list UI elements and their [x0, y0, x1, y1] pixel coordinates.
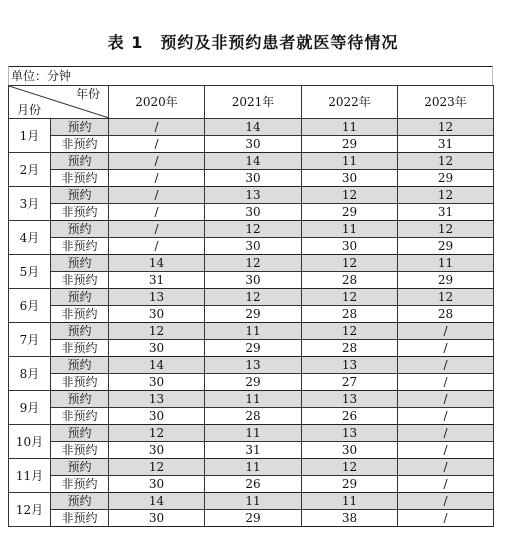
- value-cell: /: [109, 153, 205, 170]
- value-cell: /: [398, 425, 494, 442]
- value-cell: 30: [109, 306, 205, 323]
- value-cell: 12: [109, 323, 205, 340]
- table-row-appointment: [9, 289, 494, 306]
- value-cell: 30: [205, 238, 302, 255]
- type-appointment-cell: 预约: [51, 255, 109, 272]
- corner-year-label: 年份: [75, 87, 100, 101]
- month-cell: 7月: [9, 323, 51, 357]
- value-cell: 12: [205, 289, 302, 306]
- value-cell: 29: [302, 136, 398, 153]
- value-cell: 29: [398, 170, 494, 187]
- value-cell: 13: [205, 187, 302, 204]
- table-row-non-appointment: [9, 476, 494, 493]
- type-non-appointment-cell: 非预约: [51, 204, 109, 221]
- value-cell: 30: [205, 204, 302, 221]
- table-row-non-appointment: [9, 272, 494, 289]
- value-cell: 30: [109, 510, 205, 527]
- value-cell: 11: [302, 493, 398, 510]
- table-row-non-appointment: [9, 170, 494, 187]
- table-body: [9, 119, 494, 527]
- table-row-appointment: [9, 187, 494, 204]
- table-row-non-appointment: [9, 510, 494, 527]
- value-cell: 12: [302, 255, 398, 272]
- value-cell: 30: [109, 442, 205, 459]
- month-cell: 6月: [9, 289, 51, 323]
- table-row-appointment: [9, 459, 494, 476]
- value-cell: 11: [302, 153, 398, 170]
- value-cell: 11: [302, 221, 398, 238]
- value-cell: /: [398, 323, 494, 340]
- value-cell: 29: [398, 272, 494, 289]
- value-cell: 13: [302, 391, 398, 408]
- value-cell: 13: [109, 391, 205, 408]
- value-cell: 12: [302, 289, 398, 306]
- type-non-appointment-cell: 非预约: [51, 408, 109, 425]
- value-cell: 13: [302, 357, 398, 374]
- value-cell: 26: [302, 408, 398, 425]
- value-cell: 28: [205, 408, 302, 425]
- type-non-appointment-cell: 非预约: [51, 306, 109, 323]
- type-appointment-cell: 预约: [51, 357, 109, 374]
- table-row-non-appointment: [9, 204, 494, 221]
- unit-label: 单位：分钟: [8, 66, 493, 85]
- value-cell: 26: [205, 476, 302, 493]
- corner-cell: [9, 86, 109, 119]
- type-appointment-cell: 预约: [51, 187, 109, 204]
- type-non-appointment-cell: 非预约: [51, 340, 109, 357]
- table-row-appointment: [9, 255, 494, 272]
- value-cell: 11: [205, 323, 302, 340]
- header-row: [9, 86, 494, 119]
- month-cell: 11月: [9, 459, 51, 493]
- type-non-appointment-cell: 非预约: [51, 272, 109, 289]
- value-cell: /: [398, 391, 494, 408]
- value-cell: 12: [205, 255, 302, 272]
- value-cell: 28: [302, 272, 398, 289]
- value-cell: 30: [205, 272, 302, 289]
- value-cell: /: [398, 442, 494, 459]
- value-cell: 11: [398, 255, 494, 272]
- table-row-appointment: [9, 357, 494, 374]
- value-cell: 12: [398, 221, 494, 238]
- value-cell: 30: [109, 374, 205, 391]
- value-cell: 28: [398, 306, 494, 323]
- value-cell: /: [109, 119, 205, 136]
- month-cell: 2月: [9, 153, 51, 187]
- value-cell: /: [398, 459, 494, 476]
- value-cell: 14: [109, 255, 205, 272]
- value-cell: /: [398, 510, 494, 527]
- wait-time-table: [8, 85, 494, 527]
- month-cell: 12月: [9, 493, 51, 527]
- month-cell: 10月: [9, 425, 51, 459]
- table-row-appointment: [9, 221, 494, 238]
- type-non-appointment-cell: 非预约: [51, 238, 109, 255]
- type-appointment-cell: 预约: [51, 289, 109, 306]
- table-row-non-appointment: [9, 238, 494, 255]
- value-cell: 31: [398, 136, 494, 153]
- month-cell: 1月: [9, 119, 51, 153]
- value-cell: 29: [398, 238, 494, 255]
- value-cell: 12: [109, 459, 205, 476]
- value-cell: 29: [302, 204, 398, 221]
- value-cell: /: [109, 187, 205, 204]
- value-cell: 31: [205, 442, 302, 459]
- type-non-appointment-cell: 非预约: [51, 136, 109, 153]
- value-cell: 30: [302, 442, 398, 459]
- value-cell: 31: [109, 272, 205, 289]
- table-title: 表 1 预约及非预约患者就医等待情况: [107, 33, 399, 52]
- table-row-appointment: [9, 391, 494, 408]
- table-row-appointment: [9, 153, 494, 170]
- value-cell: 11: [205, 459, 302, 476]
- value-cell: 12: [398, 289, 494, 306]
- month-cell: 8月: [9, 357, 51, 391]
- year-header: 2022年: [302, 86, 398, 119]
- value-cell: 12: [398, 153, 494, 170]
- value-cell: 31: [398, 204, 494, 221]
- value-cell: 29: [205, 374, 302, 391]
- type-non-appointment-cell: 非预约: [51, 442, 109, 459]
- value-cell: /: [398, 476, 494, 493]
- value-cell: 14: [205, 153, 302, 170]
- value-cell: 13: [109, 289, 205, 306]
- value-cell: /: [398, 408, 494, 425]
- type-non-appointment-cell: 非预约: [51, 170, 109, 187]
- value-cell: 11: [205, 391, 302, 408]
- table-row-non-appointment: [9, 374, 494, 391]
- value-cell: 28: [302, 306, 398, 323]
- table-row-non-appointment: [9, 408, 494, 425]
- value-cell: 29: [205, 510, 302, 527]
- value-cell: 28: [302, 340, 398, 357]
- value-cell: 11: [205, 493, 302, 510]
- value-cell: /: [398, 357, 494, 374]
- value-cell: 12: [398, 119, 494, 136]
- type-appointment-cell: 预约: [51, 459, 109, 476]
- table-row-appointment: [9, 323, 494, 340]
- type-non-appointment-cell: 非预约: [51, 476, 109, 493]
- value-cell: 11: [302, 119, 398, 136]
- value-cell: 12: [205, 221, 302, 238]
- value-cell: /: [398, 374, 494, 391]
- table-row-non-appointment: [9, 306, 494, 323]
- month-cell: 4月: [9, 221, 51, 255]
- year-header: 2020年: [109, 86, 205, 119]
- value-cell: 12: [302, 459, 398, 476]
- table-row-appointment: [9, 119, 494, 136]
- value-cell: 30: [109, 408, 205, 425]
- value-cell: 12: [398, 187, 494, 204]
- value-cell: 30: [302, 170, 398, 187]
- type-appointment-cell: 预约: [51, 493, 109, 510]
- type-appointment-cell: 预约: [51, 119, 109, 136]
- value-cell: 30: [205, 170, 302, 187]
- type-appointment-cell: 预约: [51, 153, 109, 170]
- month-cell: 3月: [9, 187, 51, 221]
- value-cell: 30: [205, 136, 302, 153]
- value-cell: 30: [109, 476, 205, 493]
- value-cell: 30: [109, 340, 205, 357]
- month-cell: 9月: [9, 391, 51, 425]
- value-cell: /: [109, 221, 205, 238]
- table-row-non-appointment: [9, 442, 494, 459]
- value-cell: 29: [302, 476, 398, 493]
- value-cell: 29: [205, 340, 302, 357]
- value-cell: 27: [302, 374, 398, 391]
- value-cell: 13: [302, 425, 398, 442]
- type-appointment-cell: 预约: [51, 221, 109, 238]
- value-cell: 12: [109, 425, 205, 442]
- type-appointment-cell: 预约: [51, 323, 109, 340]
- value-cell: /: [398, 340, 494, 357]
- value-cell: 14: [109, 493, 205, 510]
- value-cell: /: [109, 170, 205, 187]
- value-cell: /: [109, 204, 205, 221]
- type-non-appointment-cell: 非预约: [51, 510, 109, 527]
- value-cell: 14: [109, 357, 205, 374]
- corner-month-label: 月份: [17, 103, 42, 117]
- value-cell: 11: [205, 425, 302, 442]
- value-cell: /: [109, 136, 205, 153]
- type-non-appointment-cell: 非预约: [51, 374, 109, 391]
- table-row-appointment: [9, 493, 494, 510]
- value-cell: 12: [302, 187, 398, 204]
- month-cell: 5月: [9, 255, 51, 289]
- table-row-non-appointment: [9, 340, 494, 357]
- value-cell: 13: [205, 357, 302, 374]
- value-cell: 14: [205, 119, 302, 136]
- table-row-non-appointment: [9, 136, 494, 153]
- value-cell: 29: [205, 306, 302, 323]
- value-cell: 12: [302, 323, 398, 340]
- year-header: 2023年: [398, 86, 494, 119]
- value-cell: /: [109, 238, 205, 255]
- value-cell: /: [398, 493, 494, 510]
- type-appointment-cell: 预约: [51, 425, 109, 442]
- value-cell: 30: [302, 238, 398, 255]
- table-row-appointment: [9, 425, 494, 442]
- year-header: 2021年: [205, 86, 302, 119]
- type-appointment-cell: 预约: [51, 391, 109, 408]
- value-cell: 38: [302, 510, 398, 527]
